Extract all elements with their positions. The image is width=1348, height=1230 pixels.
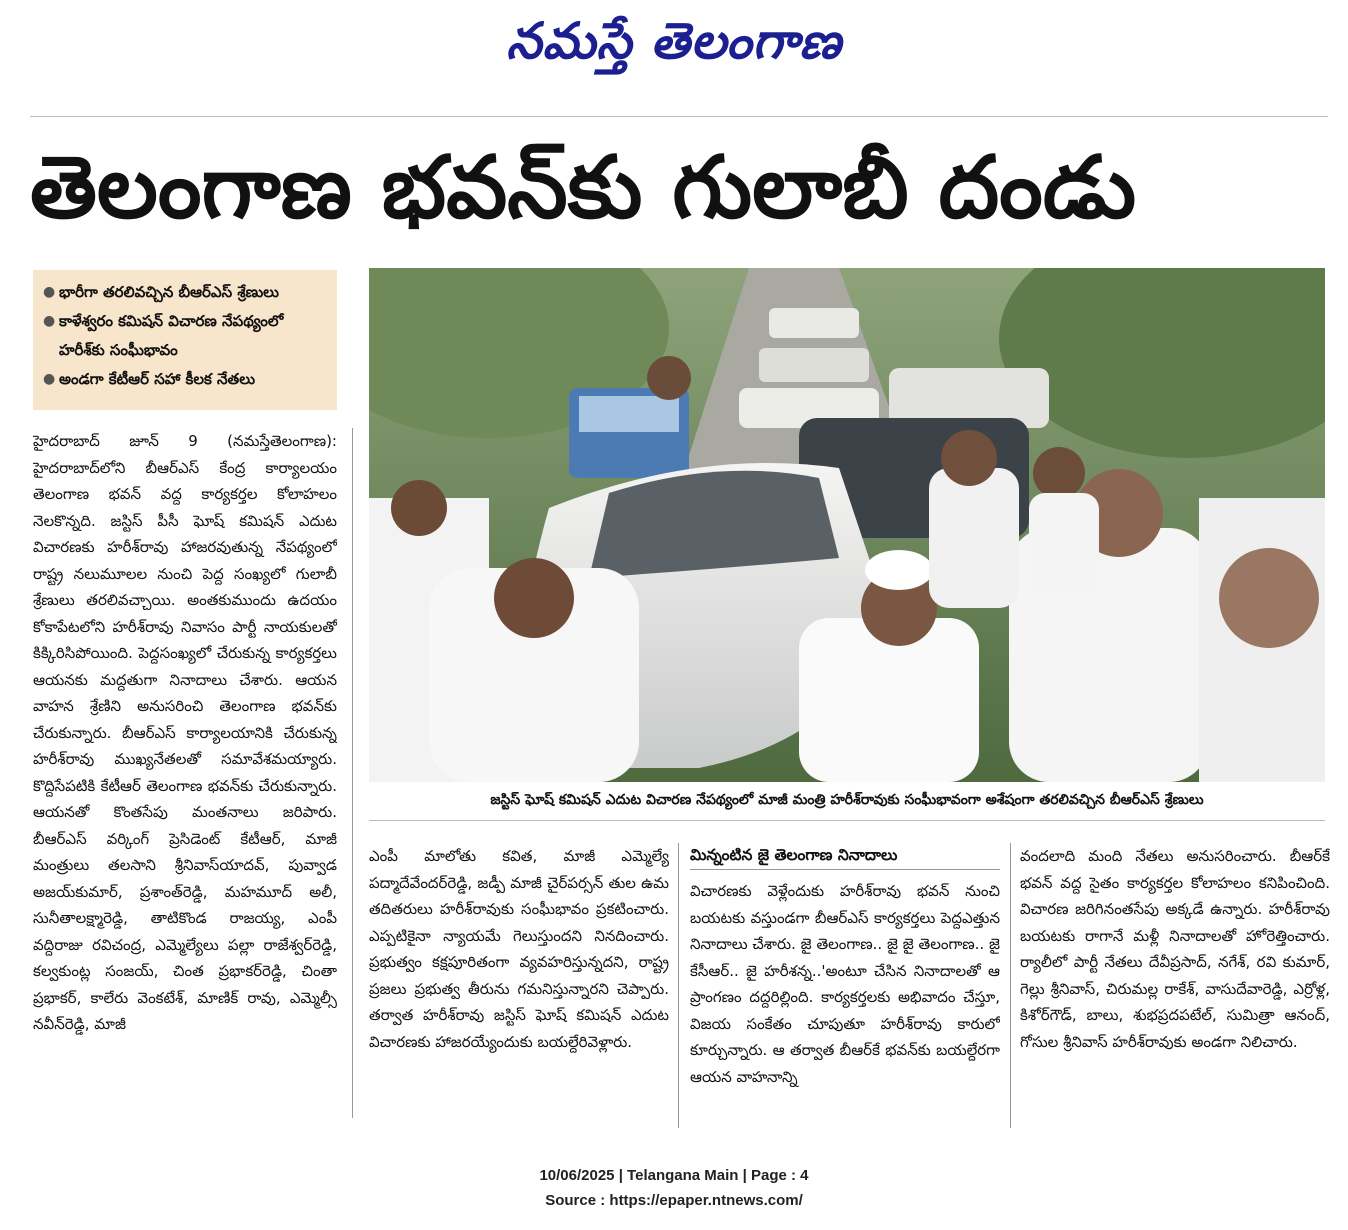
highlight-item: ● భారీగా తరలివచ్చిన బీఆర్‌ఎస్‌ శ్రేణులు (43, 278, 329, 307)
column-divider (352, 428, 353, 1118)
article-column-3 (690, 843, 1000, 1128)
column-divider (1010, 843, 1011, 1128)
article-text: ఎంపీ మాలోతు కవిత, మాజీ ఎమ్మెల్యే పద్మాదేవేందర్‌రెడ్డి, జడ్పీ మాజీ చైర్‌పర్సన్‌ తుల ఉమ తదితరులు హరీశ్‌రావుకు సంఘీభావం ప్రకటించారు. ఎప్పటికైనా న్యాయమే గెలుస్తుందని నినదించారు. ప్రభుత్వం కక్షపూరితంగా వ్యవహరిస్తున్నదని, రాష్ట్ర ప్రజలు ప్రభుత్వ తీరును గమనిస్తున్నారని చెప్పారు. తర్వాత హరీశ్‌రావు జస్టిస్‌ ఘోష్‌ కమిషన్‌ ఎదుట విచారణకు హాజరయ్యేందుకు బయల్దేరివెళ్లారు. (369, 847, 669, 1051)
footer-source: Source : https://epaper.ntnews.com/ (545, 1192, 803, 1209)
news-photo (369, 268, 1325, 782)
headline: తెలంగాణ భవన్‌కు గులాబీ దండు (30, 138, 1137, 238)
footer-date-page: 10/06/2025 | Telangana Main | Page : 4 (539, 1167, 809, 1184)
masthead-divider (30, 116, 1328, 117)
bullet-icon: ● (43, 313, 56, 329)
bullet-icon: ● (43, 284, 56, 300)
highlight-item: ● కాళేశ్వరం కమిషన్‌ విచారణ నేపథ్యంలో హరీశ్‌కు సంఘీభావం (43, 307, 329, 365)
section-subheading: మిన్నంటిన జై తెలంగాణ నినాదాలు (690, 843, 1000, 870)
article-column-2 (369, 843, 669, 1123)
crowd-photo-illustration (369, 268, 1325, 782)
article-column-4 (1020, 843, 1330, 1123)
article-text: విచారణకు వెళ్లేందుకు హరీశ్‌రావు భవన్‌ నుంచి బయటకు వస్తుండగా బీఆర్‌ఎస్‌ కార్యకర్తలు పెద్దఎత్తున నినాదాలు చేశారు. జై తెలంగాణ.. జై జై తెలంగాణ.. జై కేసీఆర్‌.. జై హరీశన్న..'అంటూ చేసిన నినాదాలతో ఆ ప్రాంగణం దద్దరిల్లింది. కార్యకర్తలకు అభివాదం చేస్తూ, విజయ సంకేతం చూపుతూ హరీశ్‌రావు కారులో కూర్చున్నారు. ఆ తర్వాత బీఆర్‌కే భవన్‌కు బయల్దేరగా ఆయన వాహనాన్ని (690, 882, 1000, 1086)
highlight-item: ● అండగా కేటీఆర్‌ సహా కీలక నేతలు (43, 365, 329, 394)
bullet-icon: ● (43, 371, 56, 387)
article-text: వందలాది మంది నేతలు అనుసరించారు. బీఆర్‌కే భవన్‌ వద్ద సైతం కార్యకర్తల కోలాహలం కనిపించింది. విచారణ జరిగినంతసేపు అక్కడే ఉన్నారు. హరీశ్‌రావు బయటకు రాగానే మళ్లీ నినాదాలతో హోరెత్తించారు. ర్యాలీలో పార్టీ నేతలు దేవీప్రసాద్‌, నగేశ్‌, రవి కుమార్‌, గెల్లు శ్రీనివాస్‌, చిరుమల్ల రాకేశ్‌, వాసుదేవారెడ్డి, ఎర్రోళ్ల, కిశోర్‌గౌడ్‌, బాలు, శుభప్రదపటేల్‌, సుమిత్రా ఆనంద్‌, గోసుల శ్రీనివాస్‌ హరీశ్‌రావుకు అండగా నిలిచారు. (1020, 847, 1330, 1051)
photo-caption: జస్టిస్‌ ఘోష్‌ కమిషన్‌ ఎదుట విచారణ నేపథ్యంలో మాజీ మంత్రి హరీశ్‌రావుకు సంఘీభావంగా అశేషంగా తరలివచ్చిన బీఆర్‌ఎస్‌ శ్రేణులు (490, 792, 1204, 808)
caption-divider (369, 820, 1325, 821)
newspaper-logo: నమస్తే తెలంగాణ (506, 11, 842, 70)
highlights-box (33, 270, 337, 410)
article-text: హైదరాబాద్‌ జూన్‌ 9 (నమస్తేతెలంగాణ): హైదరాబాద్‌లోని బీఆర్‌ఎస్‌ కేంద్ర కార్యాలయం తెలంగాణ భవన్‌ వద్ద కార్యకర్తల కోలాహలం నెలకొన్నది. జస్టిస్‌ పీసీ ఘోష్‌ కమిషన్‌ ఎదుట విచారణకు హరీశ్‌రావు హాజరవుతున్న నేపథ్యంలో రాష్ట్ర నలుమూలల నుంచి పెద్ద సంఖ్యలో గులాబీ శ్రేణులు తరలివచ్చాయి. అంతకుముందు ఉదయం కోకాపేటలోని హరీశ్‌రావు నివాసం పార్టీ నాయకులతో కిక్కిరిసిపోయింది. పెద్దసంఖ్యలో చేరుకున్న కార్యకర్తలు ఆయనకు మద్దతుగా నినాదాలు చేశారు. ఆయన వాహన శ్రేణిని అనుసరించి తెలంగాణ భవన్‌కు చేరుకున్నారు. బీఆర్‌ఎస్‌ కార్యాలయానికి చేరుకున్న హరీశ్‌రావు ముఖ్యనేతలతో సమావేశమయ్యారు. కొద్దిసేపటికి కేటీఆర్‌ తెలంగాణ భవన్‌కు చేరుకున్నారు. ఆయనతో కొంతసేపు మంతనాలు జరిపారు. బీఆర్‌ఎస్‌ వర్కింగ్‌ ప్రెసిడెంట్‌ కేటీఆర్‌, మాజీ మంత్రులు తలసాని శ్రీనివాస్‌యాదవ్‌, పువ్వాడ అజయ్‌కుమార్‌, ప్రశాంత్‌రెడ్డి, మహమూద్‌ అలీ, సునీతాలక్ష్మారెడ్డి, తాటికొండ రాజయ్య, ఎంపీ వద్దిరాజు రవిచంద్ర, ఎమ్మెల్యేలు పల్లా రాజేశ్వర్‌రెడ్డి, కల్వకుంట్ల సంజయ్‌, చింత ప్రభాకర్‌రెడ్డి, చింతా ప్రభాకర్‌, కాలేరు వెంకటేశ్‌, మాణిక్‌ రావు, ఎమ్మెల్సీ నవీన్‌రెడ్డి, మాజీ (33, 432, 337, 1033)
article-column-1 (33, 428, 337, 1118)
column-divider (678, 843, 679, 1128)
masthead (0, 6, 1348, 76)
